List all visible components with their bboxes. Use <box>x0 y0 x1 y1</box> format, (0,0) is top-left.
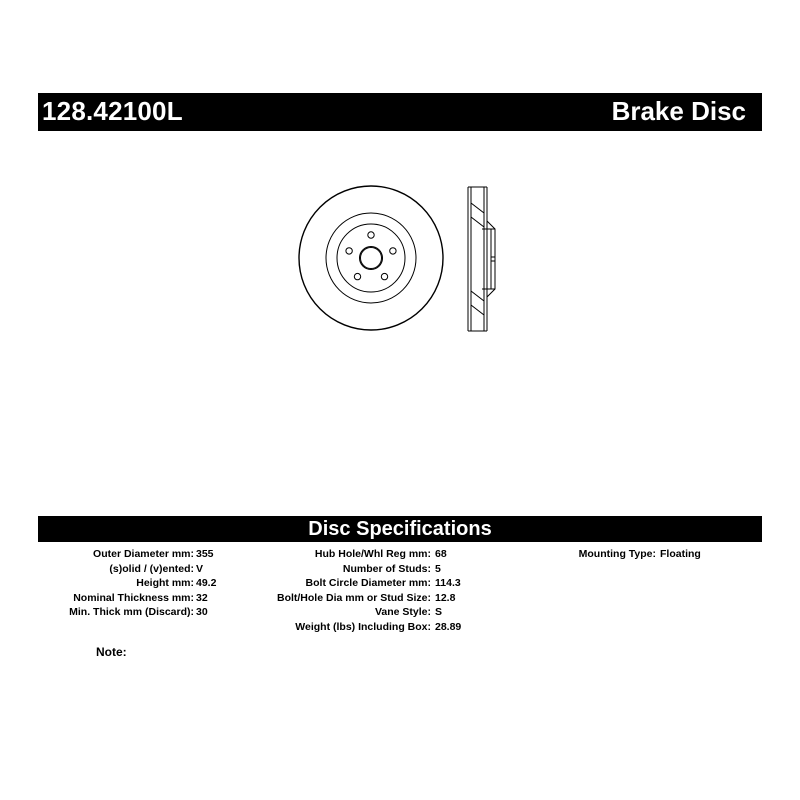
stud-hole <box>368 232 374 238</box>
stud-hole <box>381 273 387 279</box>
spec-value: 68 <box>435 548 447 560</box>
spec-label: Bolt/Hole Dia mm or Stud Size: <box>276 591 431 604</box>
spec-title: Disc Specifications <box>308 518 492 540</box>
disc-front-view <box>299 186 443 330</box>
spec-label: Nominal Thickness mm: <box>73 591 194 604</box>
spec-value: 28.89 <box>435 620 462 633</box>
spec-value: S <box>435 606 443 618</box>
spec-label: Bolt Circle Diameter mm: <box>305 577 431 589</box>
header-bar <box>38 93 762 131</box>
spec-label: Min. Thick mm (Discard): <box>69 606 194 618</box>
spec-value: 5 <box>435 562 441 575</box>
spec-value: 32 <box>196 591 208 604</box>
note-label: Note: <box>96 645 127 659</box>
spec-label: (s)olid / (v)ented: <box>109 562 194 575</box>
spec-values-3 <box>660 547 760 562</box>
spec-row <box>0 562 194 577</box>
part-number: 128.42100L <box>42 96 183 126</box>
spec-label: Outer Diameter mm: <box>93 548 194 560</box>
spec-label: Number of Studs: <box>342 562 431 575</box>
spec-label: Vane Style: <box>374 606 431 618</box>
spec-row <box>250 591 431 606</box>
spec-row <box>0 605 194 620</box>
part-type: Brake Disc <box>611 96 746 126</box>
stud-hole <box>390 248 396 254</box>
spec-row <box>250 620 431 635</box>
spec-header-bar <box>38 516 762 542</box>
spec-value: Floating <box>660 548 701 560</box>
stud-hole <box>354 273 360 279</box>
spec-value: 355 <box>196 548 214 560</box>
spec-label: Hub Hole/Whl Reg mm: <box>314 548 431 560</box>
spec-value: V <box>196 562 204 575</box>
spec-row <box>540 547 656 562</box>
spec-label: Height mm: <box>136 577 194 589</box>
spec-value: 12.8 <box>435 591 456 604</box>
spec-label: Weight (lbs) Including Box: <box>295 620 431 633</box>
spec-values-2 <box>435 547 515 634</box>
brake-disc-drawing <box>296 183 516 335</box>
spec-row <box>250 562 431 577</box>
spec-column-1 <box>0 547 194 620</box>
stud-hole <box>346 248 352 254</box>
spec-value: 114.3 <box>435 577 461 589</box>
spec-row <box>0 591 194 606</box>
spec-row <box>250 576 431 591</box>
spec-column-2 <box>250 547 431 634</box>
spec-label: Mounting Type: <box>578 548 656 560</box>
spec-row <box>0 576 194 591</box>
spec-row <box>250 605 431 620</box>
spec-value: 30 <box>196 606 208 618</box>
spec-value: 49.2 <box>196 577 217 589</box>
spec-row <box>0 547 194 562</box>
spec-row <box>250 547 431 562</box>
spec-column-3 <box>540 547 656 562</box>
disc-side-view <box>468 187 495 331</box>
